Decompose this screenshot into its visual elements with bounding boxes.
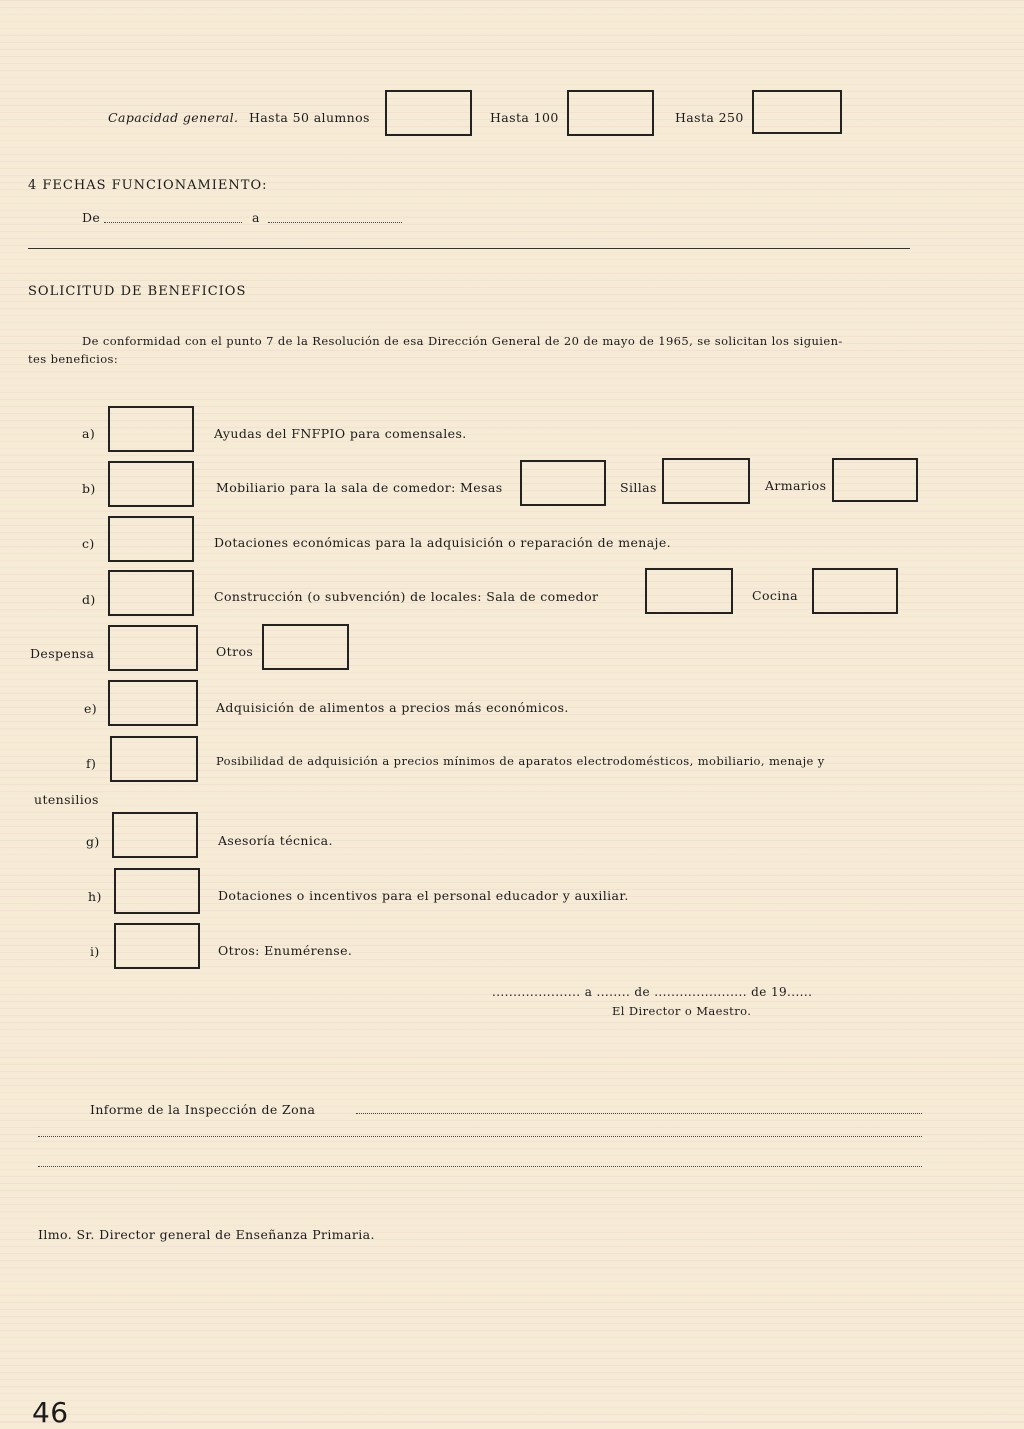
signature-role: El Director o Maestro. (612, 1004, 752, 1018)
item-f-text: Posibilidad de adquisición a precios mínimos de aparatos electrodomésticos, mobiliario, menaje y (216, 754, 825, 768)
item-b-letter: b) (82, 481, 96, 496)
signature-date-line[interactable]: ..................... a ........ de ...................... de 19...... (492, 985, 813, 999)
item-i-letter: i) (90, 944, 100, 959)
checkbox-otros-locales[interactable] (262, 624, 349, 670)
item-e-text: Adquisición de alimentos a precios más económicos. (216, 700, 569, 715)
capacity-option-250: Hasta 250 (675, 110, 744, 125)
checkbox-item-c[interactable] (108, 516, 194, 562)
report-label: Informe de la Inspección de Zona (90, 1102, 316, 1117)
item-c-text: Dotaciones económicas para la adquisición o reparación de menaje. (214, 535, 671, 550)
item-h-letter: h) (88, 889, 102, 904)
item-i-text: Otros: Enumérense. (218, 943, 353, 958)
checkbox-item-i[interactable] (114, 923, 200, 969)
item-f-letter: f) (86, 756, 97, 771)
item-d-otros-label: Otros (216, 644, 254, 659)
checkbox-item-g[interactable] (112, 812, 198, 858)
item-d-despensa-label: Despensa (30, 646, 95, 661)
checkbox-cocina[interactable] (812, 568, 898, 614)
report-field-line3[interactable] (38, 1166, 922, 1167)
checkbox-capacity-50[interactable] (385, 90, 472, 136)
page-number: 46 (32, 1396, 69, 1429)
item-b-armarios-label: Armarios (765, 478, 827, 493)
checkbox-item-a[interactable] (108, 406, 194, 452)
capacity-option-100: Hasta 100 (490, 110, 559, 125)
dates-heading: 4 FECHAS FUNCIONAMIENTO: (28, 178, 268, 193)
checkbox-item-e[interactable] (108, 680, 198, 726)
report-field-line1[interactable] (356, 1113, 922, 1114)
checkbox-item-h[interactable] (114, 868, 200, 914)
checkbox-sala-comedor[interactable] (645, 568, 733, 614)
checkbox-capacity-100[interactable] (567, 90, 654, 136)
request-intro-line2: tes beneficios: (28, 352, 119, 366)
item-e-letter: e) (84, 701, 98, 716)
dates-to-field[interactable] (268, 222, 402, 223)
item-f-continuation: utensilios (34, 792, 99, 807)
item-d-letter: d) (82, 592, 96, 607)
capacity-option-50: Hasta 50 alumnos (249, 110, 370, 125)
checkbox-despensa[interactable] (108, 625, 198, 671)
item-g-letter: g) (86, 834, 100, 849)
item-d-cocina-label: Cocina (752, 588, 798, 603)
addressee: Ilmo. Sr. Director general de Enseñanza Primaria. (38, 1227, 375, 1242)
checkbox-capacity-250[interactable] (752, 90, 842, 134)
checkbox-item-d[interactable] (108, 570, 194, 616)
checkbox-item-b[interactable] (108, 461, 194, 507)
checkbox-armarios[interactable] (832, 458, 918, 502)
report-field-line2[interactable] (38, 1136, 922, 1137)
section-divider (28, 248, 910, 249)
item-b-text: Mobiliario para la sala de comedor: Mesas (216, 480, 503, 495)
request-heading: SOLICITUD DE BENEFICIOS (28, 284, 247, 299)
capacity-label: Capacidad general. (108, 110, 239, 125)
item-d-text: Construcción (o subvención) de locales: Sala de comedor (214, 589, 599, 604)
dates-to-label: a (252, 210, 260, 225)
item-a-text: Ayudas del FNFPIO para comensales. (214, 426, 467, 441)
item-g-text: Asesoría técnica. (218, 833, 333, 848)
item-h-text: Dotaciones o incentivos para el personal educador y auxiliar. (218, 888, 629, 903)
dates-from-label: De (82, 210, 101, 225)
checkbox-sillas[interactable] (662, 458, 750, 504)
dates-from-field[interactable] (104, 222, 242, 223)
item-b-sillas-label: Sillas (620, 480, 657, 495)
item-a-letter: a) (82, 426, 96, 441)
checkbox-item-f[interactable] (110, 736, 198, 782)
checkbox-mesas[interactable] (520, 460, 606, 506)
item-c-letter: c) (82, 536, 95, 551)
request-intro-line1: De conformidad con el punto 7 de la Resolución de esa Dirección General de 20 de mayo de 1965, se solicitan los siguien- (82, 334, 843, 348)
